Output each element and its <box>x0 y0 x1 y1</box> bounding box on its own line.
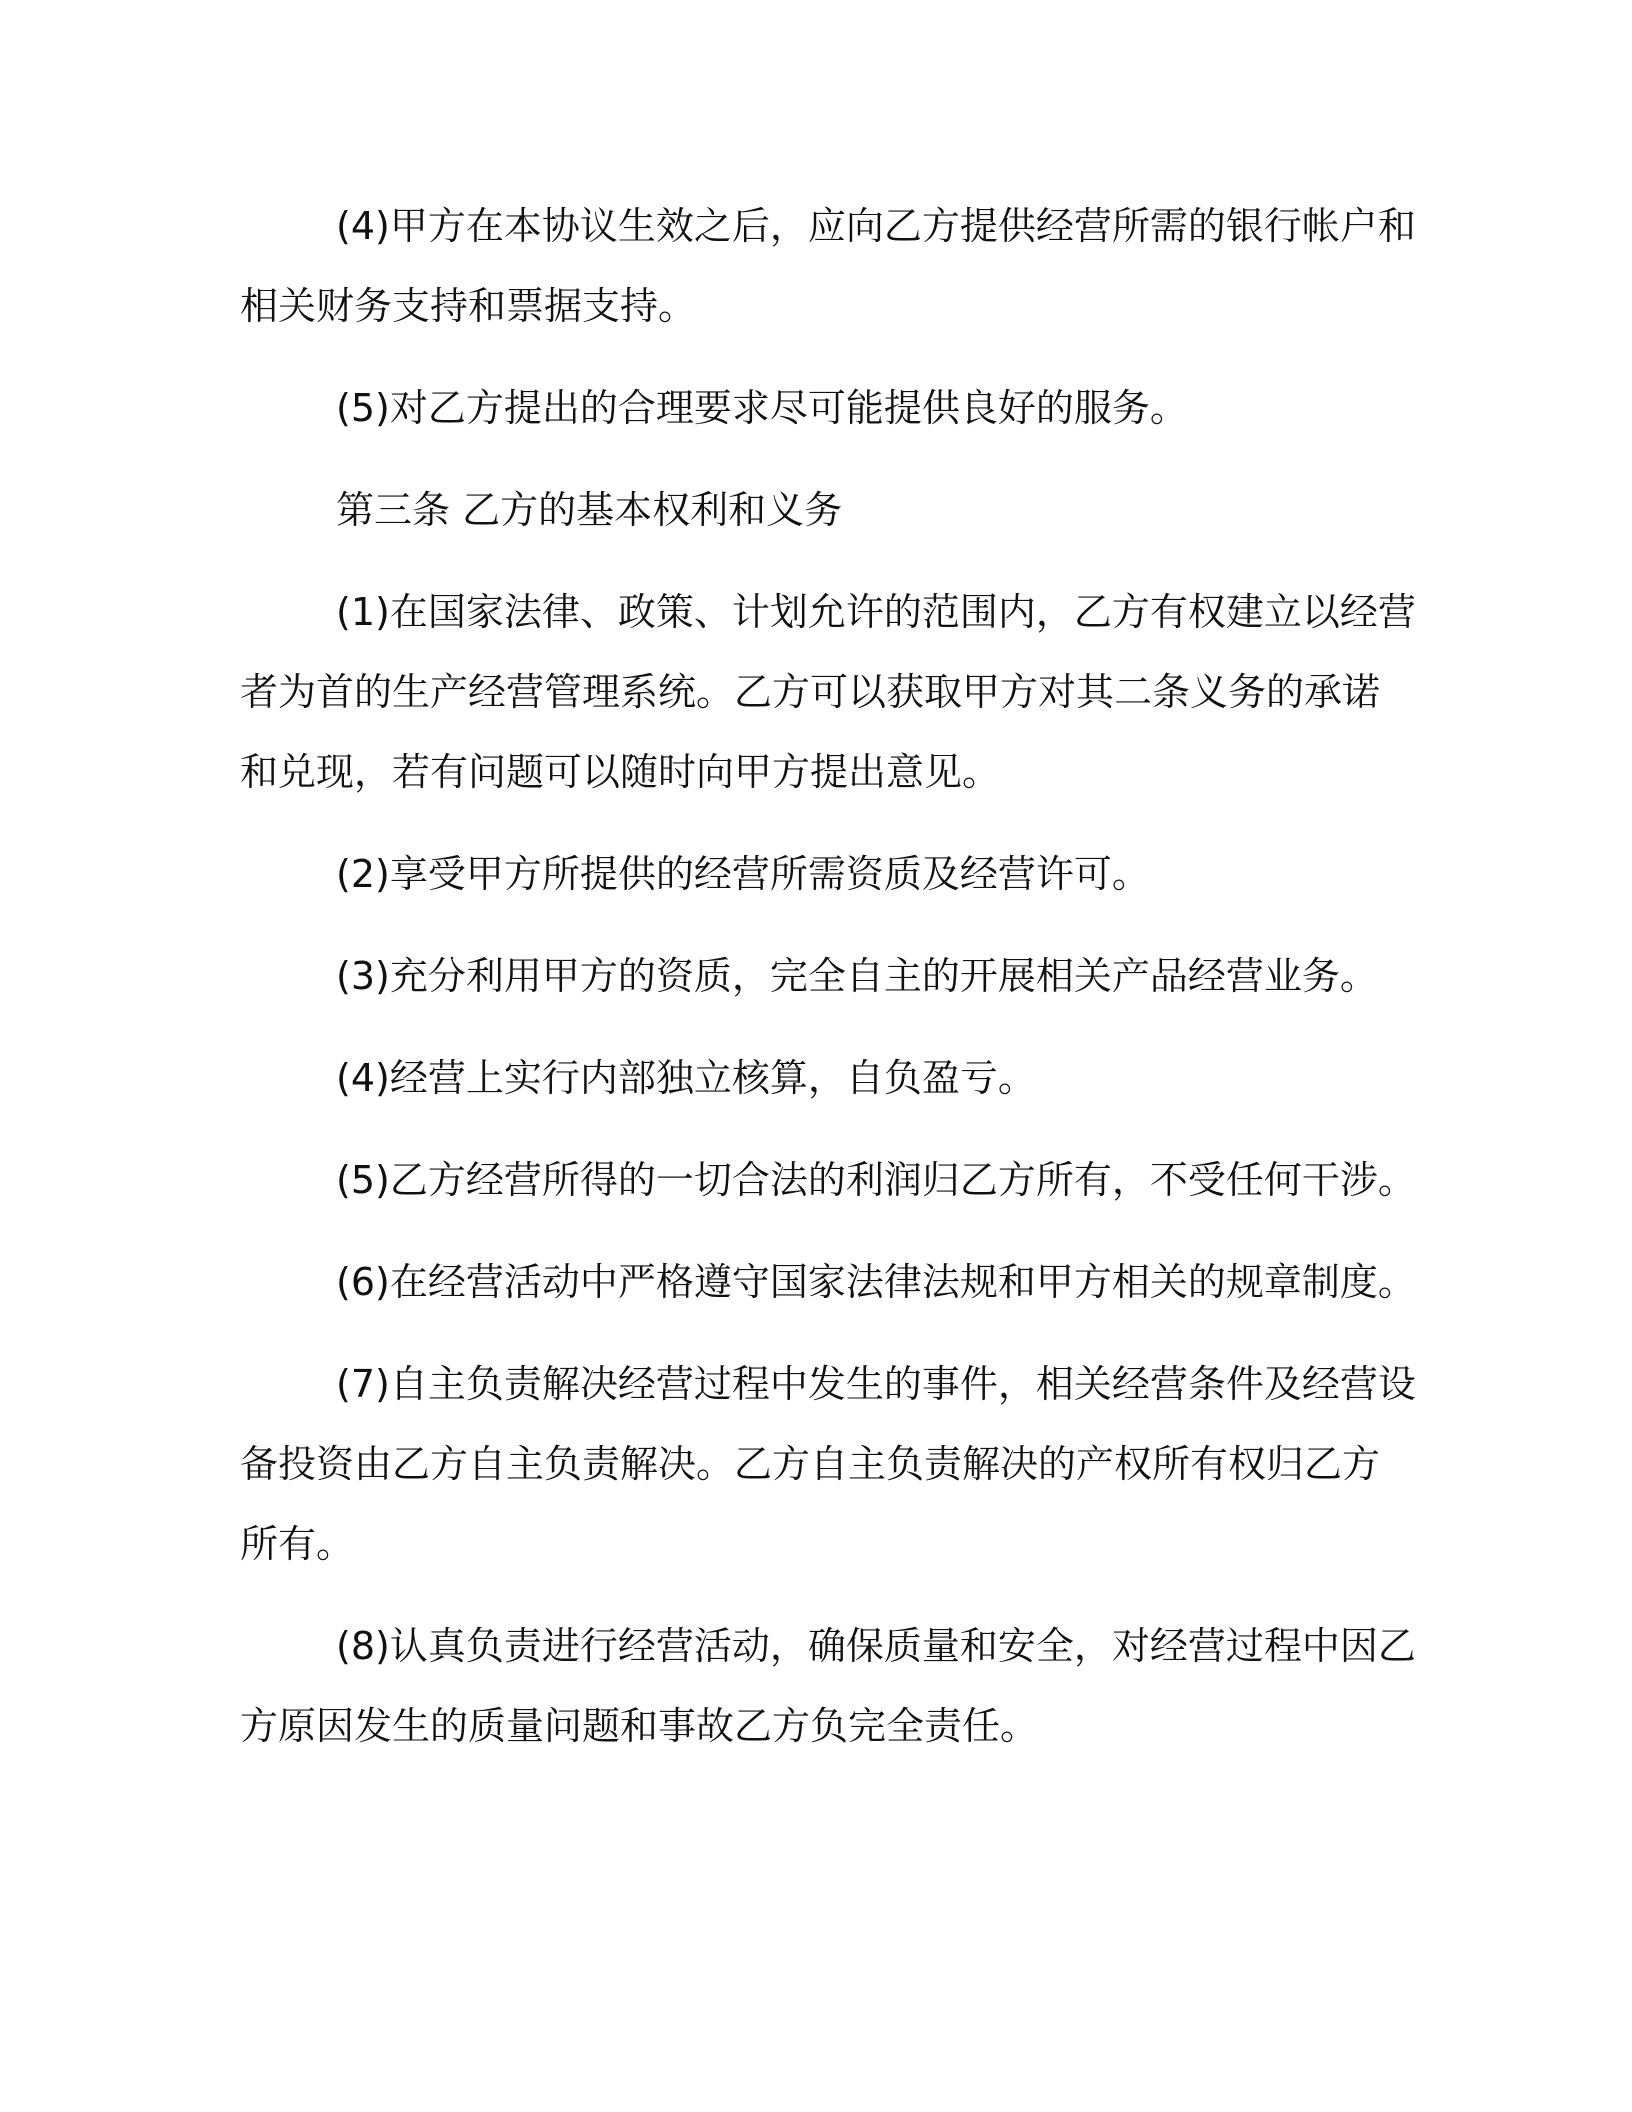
text-line: (3)充分利用甲方的资质，完全自主的开展相关产品经营业务。 <box>336 954 1378 998</box>
text-line: 者为首的生产经营管理系统。乙方可以获取甲方对其二条义务的承诺 <box>240 670 1381 714</box>
text-line: (4)甲方在本协议生效之后，应向乙方提供经营所需的银行帐户和 <box>336 204 1416 248</box>
text-line: 相关财务支持和票据支持。 <box>240 284 697 328</box>
paragraph-b7 <box>240 1344 1416 1584</box>
paragraph-b1 <box>240 572 1416 812</box>
paragraph-b3 <box>240 936 1400 1016</box>
text-line: 所有。 <box>240 1522 355 1566</box>
document-body <box>240 186 1416 1788</box>
text-line: (5)乙方经营所得的一切合法的利润归乙方所有，不受任何干涉。 <box>336 1158 1416 1202</box>
text-line: (5)对乙方提出的合理要求尽可能提供良好的服务。 <box>336 386 1188 430</box>
paragraph-b8 <box>240 1606 1416 1766</box>
text-line: (2)享受甲方所提供的经营所需资质及经营许可。 <box>336 852 1150 896</box>
heading-text: 第三条 乙方的基本权利和义务 <box>336 488 843 532</box>
paragraph-b6 <box>240 1242 1416 1322</box>
text-line: 方原因发生的质量问题和事故乙方负完全责任。 <box>240 1704 1039 1748</box>
text-line: (7)自主负责解决经营过程中发生的事件，相关经营条件及经营设 <box>336 1362 1416 1406</box>
article-heading <box>240 470 1400 550</box>
text-line: 和兑现，若有问题可以随时向甲方提出意见。 <box>240 750 1001 794</box>
text-line: (4)经营上实行内部独立核算，自负盈亏。 <box>336 1056 1036 1100</box>
text-line: 备投资由乙方自主负责解决。乙方自主负责解决的产权所有权归乙方 <box>240 1442 1381 1486</box>
text-line: (8)认真负责进行经营活动，确保质量和安全，对经营过程中因乙 <box>336 1624 1416 1668</box>
text-line: (6)在经营活动中严格遵守国家法律法规和甲方相关的规章制度。 <box>336 1260 1416 1304</box>
paragraph-a5 <box>240 368 1400 448</box>
text-line: (1)在国家法律、政策、计划允许的范围内，乙方有权建立以经营 <box>336 590 1416 634</box>
paragraph-b2 <box>240 834 1400 914</box>
paragraph-b4 <box>240 1038 1400 1118</box>
paragraph-a4 <box>240 186 1416 346</box>
paragraph-b5 <box>240 1140 1416 1220</box>
